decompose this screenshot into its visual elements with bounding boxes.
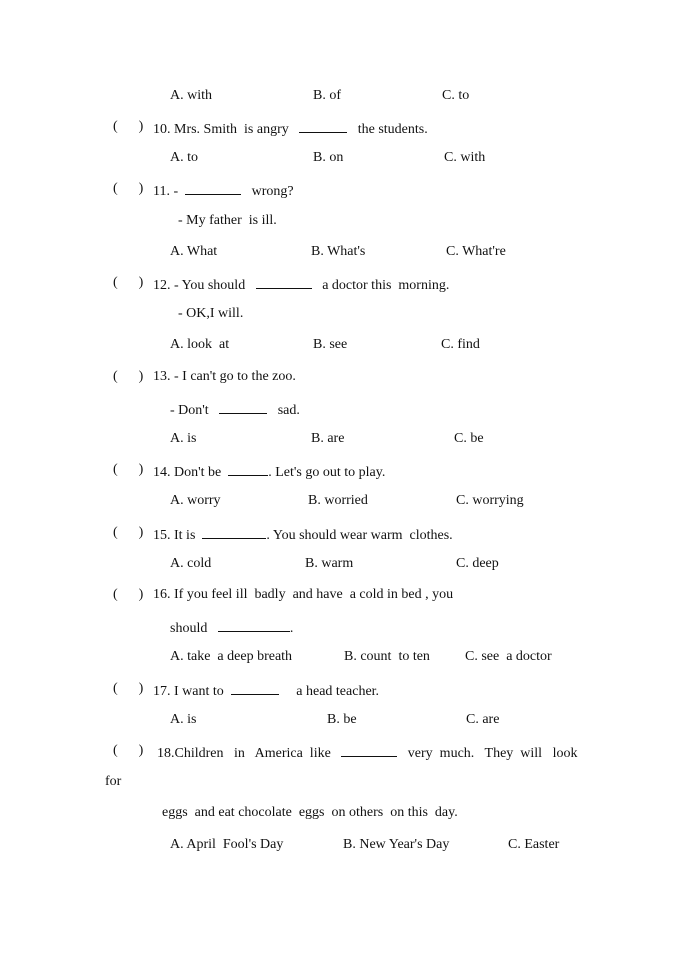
q12-stem: 12. - You should a doctor this morning. — [153, 274, 449, 295]
q14-blank — [228, 461, 268, 476]
q9-option-a: A. with — [170, 88, 212, 103]
q13-answer-paren: ( ) — [113, 369, 144, 384]
q13-stem: 13. - I can't go to the zoo. — [153, 369, 296, 384]
q16-option-a: A. take a deep breath — [170, 649, 293, 664]
q15-answer-paren: ( ) — [113, 525, 144, 540]
q18-option-c: C. Easter — [508, 837, 560, 852]
q14-answer-paren: ( ) — [113, 462, 144, 477]
q18-answer-paren: ( ) — [113, 743, 144, 758]
q15-option-b: B. warm — [305, 556, 354, 571]
q18-blank — [341, 742, 397, 757]
q15-blank — [202, 524, 266, 539]
q18-stem-continued: eggs and eat chocolate eggs on others on this day. — [162, 805, 458, 820]
q13-blank — [219, 399, 267, 414]
q14-option-c: C. worrying — [456, 493, 524, 508]
q11-option-a: A. What — [170, 244, 218, 259]
q12-option-b: B. see — [313, 337, 348, 352]
q12-option-c: C. find — [441, 337, 480, 352]
q16-blank — [218, 617, 290, 632]
q12-answer-paren: ( ) — [113, 275, 144, 290]
q15-option-c: C. deep — [456, 556, 499, 571]
q16-option-c: C. see a doctor — [465, 649, 552, 664]
q12-blank — [256, 274, 312, 289]
q10-option-b: B. on — [313, 150, 344, 165]
q10-stem: 10. Mrs. Smith is angry the students. — [153, 118, 428, 139]
q13-option-b: B. are — [311, 431, 345, 446]
q17-answer-paren: ( ) — [113, 681, 144, 696]
q17-stem: 17. I want to a head teacher. — [153, 680, 379, 701]
q12-reply: - OK,I will. — [178, 306, 244, 321]
q11-answer-paren: ( ) — [113, 181, 144, 196]
q12-option-a: A. look at — [170, 337, 230, 352]
q14-option-b: B. worried — [308, 493, 368, 508]
q17-option-b: B. be — [327, 712, 357, 727]
q13-option-c: C. be — [454, 431, 484, 446]
q13-reply: - Don't sad. — [170, 399, 300, 420]
q14-option-a: A. worry — [170, 493, 221, 508]
q17-blank — [231, 680, 279, 695]
q11-reply: - My father is ill. — [178, 213, 277, 228]
q11-option-c: C. What're — [446, 244, 506, 259]
q16-answer-paren: ( ) — [113, 587, 144, 602]
q14-stem: 14. Don't be . Let's go out to play. — [153, 461, 385, 482]
q18-option-a: A. April Fool's Day — [170, 837, 284, 852]
q18-option-b: B. New Year's Day — [343, 837, 450, 852]
q15-stem: 15. It is . You should wear warm clothes. — [153, 524, 453, 545]
q16-stem: 16. If you feel ill badly and have a cold in bed , you — [153, 587, 454, 602]
q10-option-c: C. with — [444, 150, 486, 165]
q9-option-c: C. to — [442, 88, 470, 103]
q18-stem: 18.Children in America like very much. They will look — [157, 742, 577, 763]
q17-option-c: C. are — [466, 712, 500, 727]
q11-stem: 11. - wrong? — [153, 180, 294, 201]
q10-answer-paren: ( ) — [113, 119, 144, 134]
q11-option-b: B. What's — [311, 244, 366, 259]
q15-option-a: A. cold — [170, 556, 212, 571]
q18-stem-wrap: for — [105, 774, 122, 789]
q17-option-a: A. is — [170, 712, 197, 727]
q10-option-a: A. to — [170, 150, 198, 165]
q16-stem-continued: should . — [170, 617, 293, 638]
q13-option-a: A. is — [170, 431, 197, 446]
q11-blank — [185, 180, 241, 195]
q9-option-b: B. of — [313, 88, 341, 103]
q10-blank — [299, 118, 347, 133]
q16-option-b: B. count to ten — [344, 649, 430, 664]
